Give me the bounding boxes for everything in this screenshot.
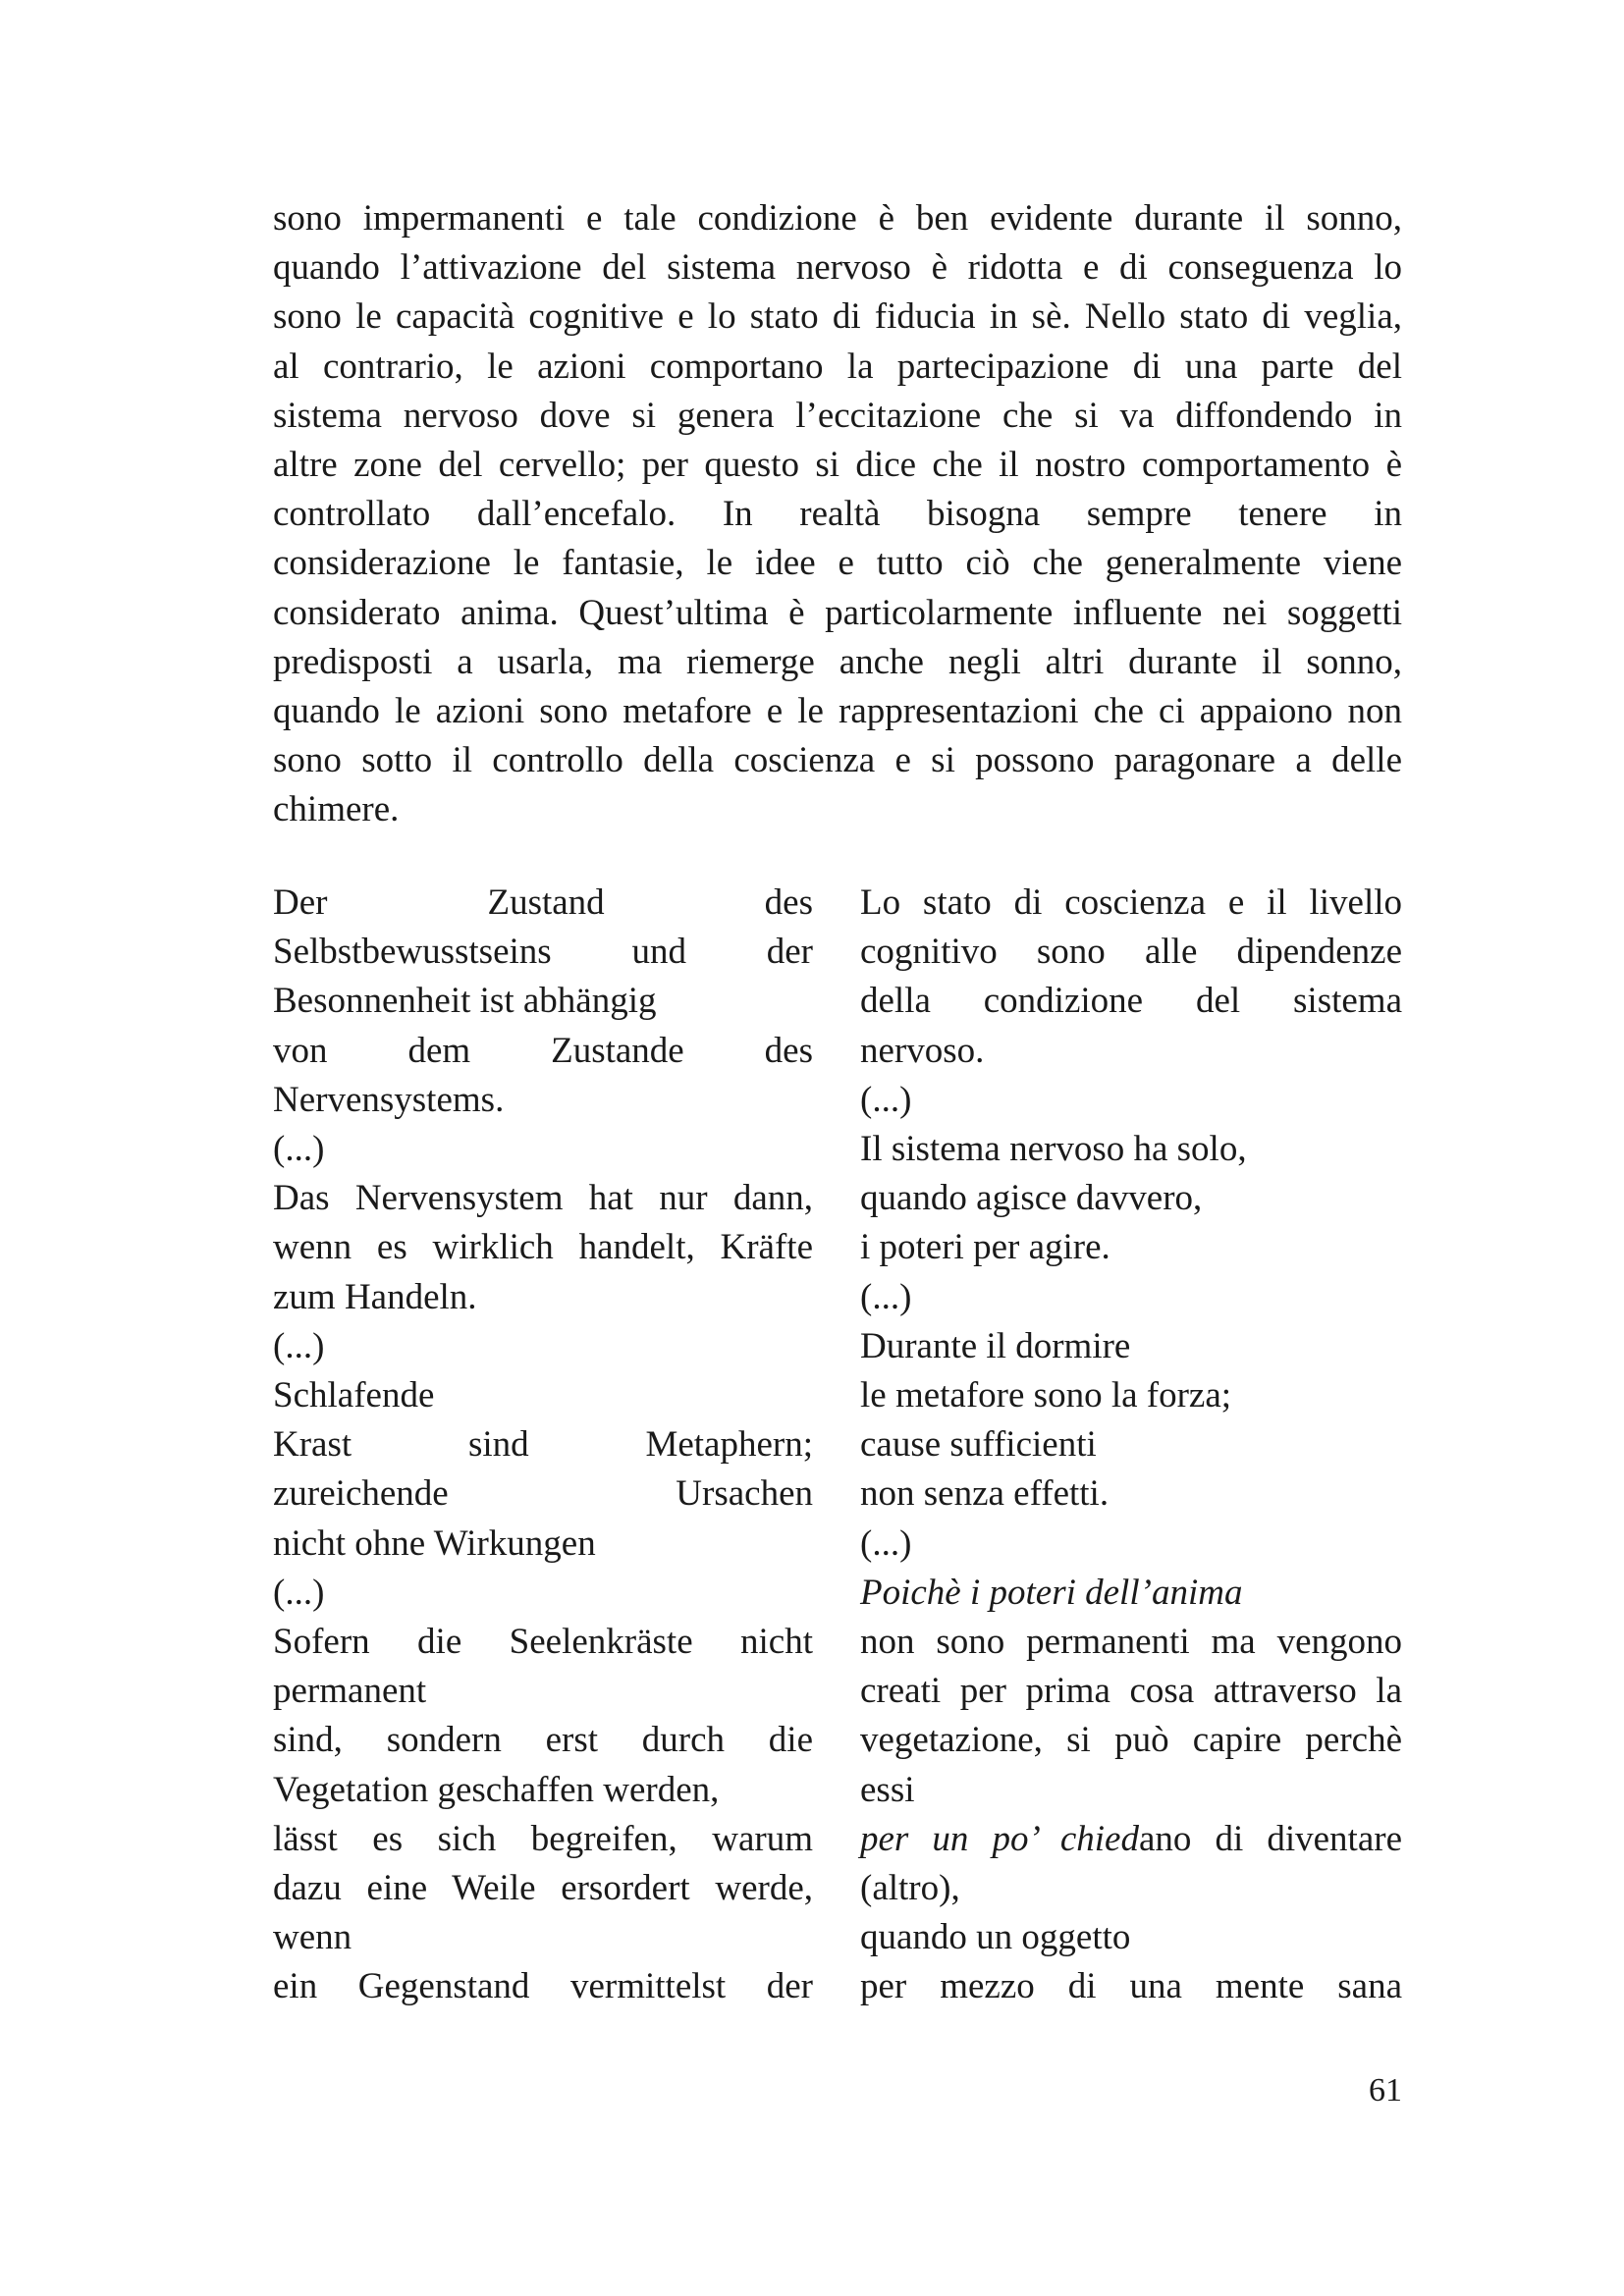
italian-line: quando agisce davvero, [860,1178,1203,1219]
german-line: Krast sind Metaphern; [273,1424,813,1466]
german-line: (...) [273,1129,325,1170]
paragraph-line: considerato anima. Quest’ultima è particolarmente influente nei soggetti [273,592,1402,633]
german-line: sind, sondern erst durch die [273,1720,813,1761]
german-line: (...) [273,1572,325,1613]
italian-line: (...) [860,1276,912,1317]
italian-line: Poichè i poteri dell’anima [860,1572,1243,1613]
paragraph-line: predisposti a usarla, ma riemerge anche negli altri durante il sonno, [273,641,1402,682]
italian-line: cognitivo sono alle dipendenze [860,932,1402,973]
italian-line: i poteri per agire. [860,1227,1110,1268]
paragraph-line: altre zone del cervello; per questo si dice che il nostro comportamento è [273,445,1402,486]
italian-italic-fragment: per un po’ chied [860,1818,1139,1859]
paragraph-line: quando le azioni sono metafore e le rappresentazioni che ci appaiono non [273,691,1402,732]
paragraph-line: considerazione le fantasie, le idee e tutto ciò che generalmente viene [273,543,1402,584]
german-line: (...) [273,1325,325,1366]
italian-translation-column [860,879,1402,2012]
page-number: 61 [1369,2072,1402,2109]
italian-line: Durante il dormire [860,1325,1131,1366]
german-line: lässt es sich begreifen, warum [273,1818,813,1859]
german-line: nicht ohne Wirkungen [273,1522,596,1564]
italian-line: (altro), [860,1868,960,1909]
german-line: Besonnenheit ist abhängig [273,981,657,1022]
paragraph-line: chimere. [273,789,400,830]
german-line: Selbstbewusstseins und der [273,932,813,973]
german-line: zum Handeln. [273,1276,477,1317]
paragraph-line: sono sotto il controllo della coscienza e si possono paragonare a delle [273,740,1402,781]
german-line: ein Gegenstand vermittelst der [273,1966,813,2007]
german-line: zureichende Ursachen [273,1473,813,1515]
german-line: permanent [273,1671,427,1712]
italian-line: essi [860,1769,915,1810]
german-line: dazu eine Weile ersordert werde, [273,1868,813,1909]
italian-line: nervoso. [860,1030,985,1071]
italian-line: (...) [860,1522,912,1564]
german-line: Schlafende [273,1375,435,1416]
paragraph-line: sono impermanenti e tale condizione è ben evidente durante il sonno, [273,198,1402,239]
german-line: von dem Zustande des [273,1030,813,1071]
italian-line: creati per prima cosa attraverso la [860,1671,1402,1712]
italian-line-mixed [860,1815,1402,1864]
italian-line: non senza effetti. [860,1473,1110,1515]
german-line: Das Nervensystem hat nur dann, [273,1178,813,1219]
german-line: Vegetation geschaffen werden, [273,1769,720,1810]
body-paragraph [273,194,1402,835]
german-line: Der Zustand des [273,882,813,923]
paragraph-line: quando l’attivazione del sistema nervoso è ridotta e di conseguenza lo [273,247,1402,289]
italian-line: Lo stato di coscienza e il livello [860,882,1402,923]
italian-line: (...) [860,1079,912,1120]
italian-line: le metafore sono la forza; [860,1375,1232,1416]
paragraph-line: sono le capacità cognitive e lo stato di fiducia in sè. Nello stato di veglia, [273,296,1402,338]
italian-line: non sono permanenti ma vengono [860,1622,1402,1663]
german-line: Nervensystems. [273,1079,505,1120]
italian-line: della condizione del sistema [860,981,1402,1022]
paragraph-line: controllato dall’encefalo. In realtà bisogna sempre tenere in [273,494,1402,535]
italian-line: cause sufficienti [860,1424,1097,1466]
italian-line: Il sistema nervoso ha solo, [860,1129,1247,1170]
paragraph-line: al contrario, le azioni comportano la partecipazione di una parte del [273,346,1402,387]
paragraph-line: sistema nervoso dove si genera l’eccitazione che si va diffondendo in [273,395,1402,436]
italian-line: quando un oggetto [860,1917,1131,1958]
italian-line: vegetazione, si può capire perchè [860,1720,1402,1761]
german-quote-column [273,879,813,2012]
german-line: Sofern die Seelenkräste nicht [273,1622,813,1663]
italian-line: per mezzo di una mente sana [860,1966,1402,2007]
german-line: wenn es wirklich handelt, Kräfte [273,1227,813,1268]
german-line: wenn [273,1917,352,1958]
italian-roman-fragment: ano di diventare [1138,1818,1402,1859]
